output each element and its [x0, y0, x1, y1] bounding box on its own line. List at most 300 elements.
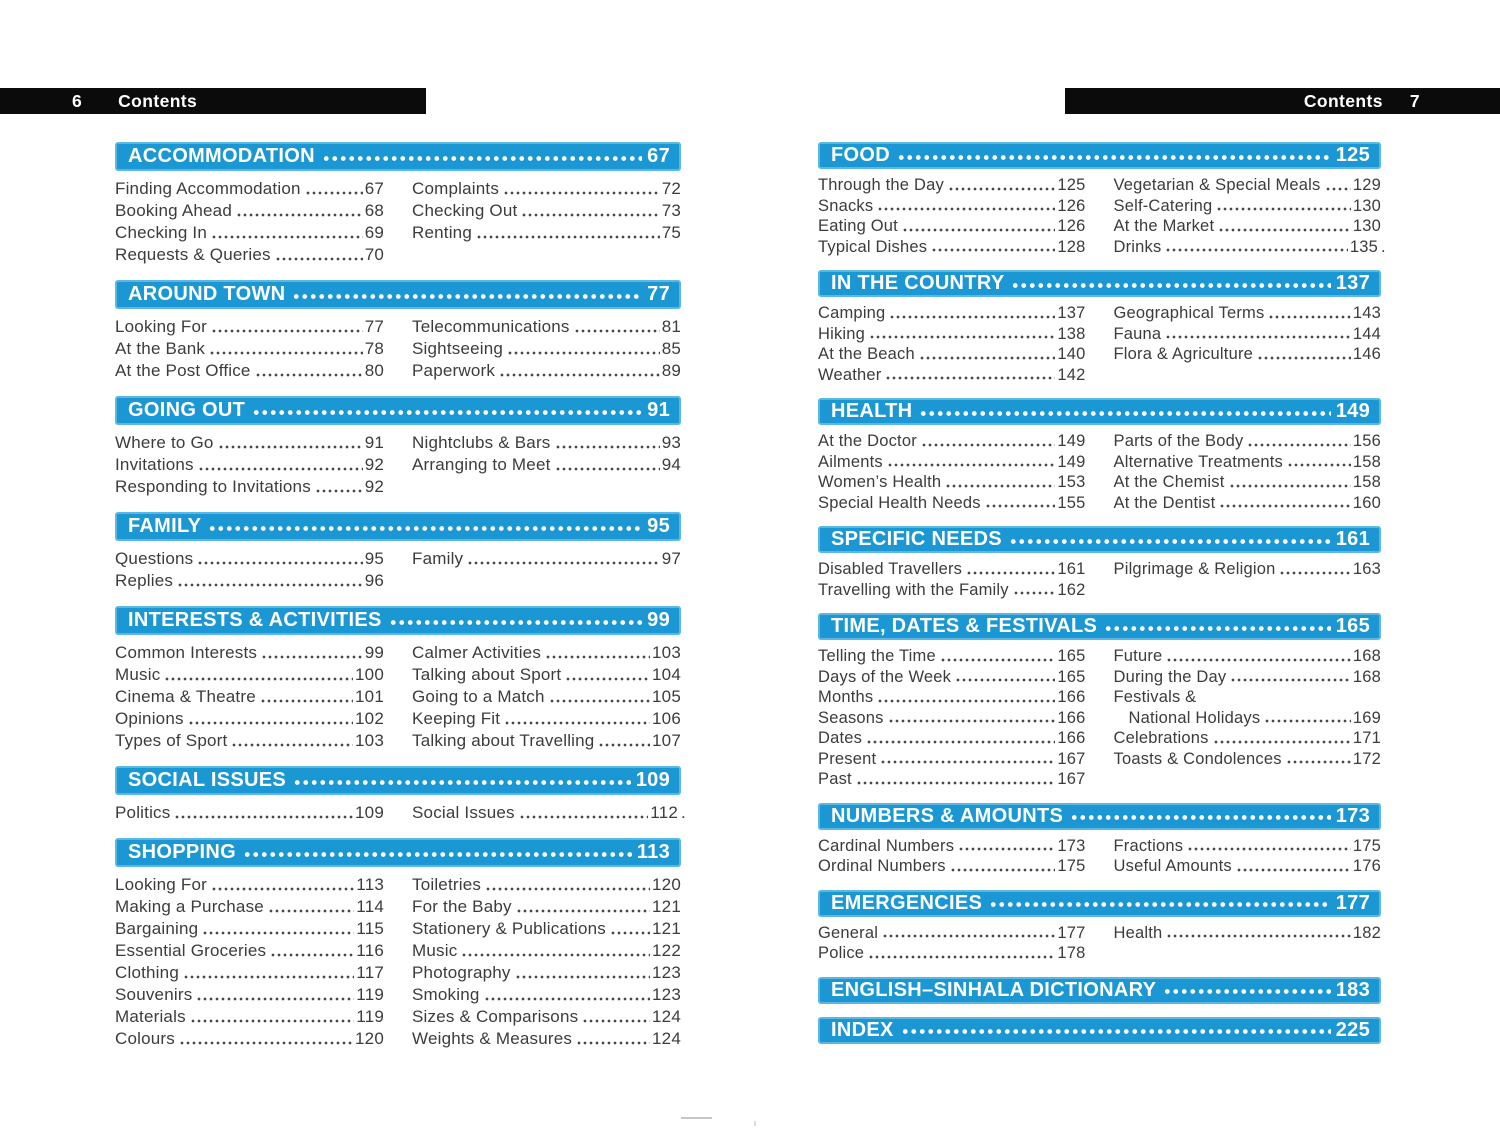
toc-entry-label: Stationery & Publications [412, 919, 606, 938]
section-header-bar [115, 766, 681, 795]
toc-entry [818, 728, 1086, 749]
section-page-number: 125 [1335, 144, 1370, 166]
toc-entry [1113, 237, 1386, 258]
section-title: FOOD [831, 144, 890, 166]
toc-entry-leader-dots [196, 984, 354, 1006]
toc-entry [412, 338, 681, 360]
toc-column-right-page [818, 142, 1386, 1057]
toc-entry-column [1114, 646, 1382, 790]
toc-entry [412, 802, 686, 824]
section-leader-dots [1104, 624, 1331, 633]
toc-entry-page-number: 144 [1352, 324, 1381, 343]
toc-entry-trailing-dot: . [681, 803, 686, 822]
toc-entry [1114, 923, 1382, 944]
toc-entry-page-number: 140 [1057, 345, 1086, 363]
section-page-number: 173 [1335, 804, 1370, 827]
toc-entry-columns [115, 874, 681, 1050]
toc-entry-page-number: 137 [1057, 304, 1086, 322]
toc-entry-label: Months [818, 688, 874, 706]
toc-entry-label: Health [1113, 923, 1163, 942]
toc-entry-column [818, 559, 1086, 600]
toc-column-left-page [115, 142, 686, 1064]
toc-entry-page-number: 176 [1352, 857, 1381, 875]
toc-entry-leader-dots [1287, 452, 1351, 473]
toc-entry [818, 365, 1086, 386]
toc-entry-page-number: 160 [1352, 493, 1381, 512]
toc-entry [818, 580, 1086, 601]
toc-entry [1114, 196, 1382, 217]
section-header-bar [115, 142, 681, 171]
toc-entry-label: Alternative Treatments [1113, 452, 1283, 471]
toc-entry-column [115, 802, 384, 824]
toc-entry-label: Questions [115, 549, 194, 568]
section-title: AROUND TOWN [128, 283, 286, 305]
toc-entry-page-number: 102 [355, 709, 384, 728]
toc-entry [1114, 728, 1382, 749]
toc-entry-page-number: 121 [652, 897, 681, 916]
toc-entry-leader-dots [887, 452, 1055, 473]
toc-entry-column [115, 642, 384, 752]
toc-entry-leader-dots [955, 667, 1055, 688]
toc-entry-label: Cardinal Numbers [818, 836, 955, 855]
toc-entry-page-number: 178 [1057, 944, 1086, 962]
toc-entry [412, 962, 681, 984]
toc-entry-page-number: 92 [364, 455, 384, 474]
toc-entry [1114, 559, 1382, 580]
toc-entry-label: Booking Ahead [115, 201, 232, 220]
toc-entry-column [115, 316, 384, 382]
section-title: IN THE COUNTRY [831, 272, 1005, 294]
section-leader-dots [901, 1027, 1331, 1036]
toc-entry [115, 360, 384, 382]
section-page-number: 149 [1335, 400, 1370, 422]
toc-entry-leader-dots [197, 548, 362, 570]
toc-entry [115, 664, 384, 686]
toc-entry [412, 642, 681, 664]
toc-entry [115, 454, 384, 476]
toc-entry-page-number: 153 [1057, 473, 1086, 491]
toc-entry-label: Souvenirs [115, 985, 193, 1004]
toc-entry-label: Seasons [818, 708, 884, 727]
toc-entry [818, 452, 1086, 473]
toc-entry [412, 730, 681, 752]
toc-entry-leader-dots [885, 365, 1055, 386]
toc-entry-leader-dots [1165, 237, 1347, 258]
section-header-bar [115, 280, 681, 309]
toc-entry [412, 1028, 681, 1050]
toc-entry-page-number: 77 [364, 317, 384, 336]
toc-entry-page-number: 146 [1352, 345, 1381, 363]
toc-entry-page-number: 124 [652, 1029, 681, 1048]
toc-entry-label: Ordinal Numbers [818, 857, 946, 875]
toc-entry [818, 836, 1086, 857]
toc-section [115, 142, 681, 266]
toc-entry [115, 896, 384, 918]
toc-entry-page-number: 104 [652, 665, 681, 684]
section-title: INTERESTS & ACTIVITIES [128, 609, 382, 631]
toc-entry-columns [115, 178, 681, 266]
toc-entry [1114, 452, 1382, 473]
toc-entry-page-number: 138 [1057, 324, 1086, 343]
toc-entry [115, 548, 384, 570]
section-page-number: 113 [636, 841, 670, 863]
toc-entry-column [818, 836, 1086, 877]
toc-entry [115, 730, 384, 752]
toc-entry-column [818, 923, 1086, 964]
toc-entry-label: Family [412, 549, 464, 568]
section-title: EMERGENCIES [831, 891, 983, 914]
folio-page-number: 7 [1409, 90, 1420, 111]
toc-entry-leader-dots [902, 216, 1055, 237]
section-title: ACCOMMODATION [128, 145, 315, 167]
toc-entry-leader-dots [211, 874, 354, 896]
toc-entry-label: Smoking [412, 985, 480, 1004]
toc-entry [412, 940, 681, 962]
toc-entry [818, 216, 1086, 237]
section-header-bar [115, 396, 681, 425]
toc-entry-leader-dots [461, 940, 650, 962]
toc-entry-page-number: 171 [1352, 729, 1381, 747]
toc-entry-page-number: 173 [1057, 836, 1086, 855]
toc-entry-leader-dots [1257, 344, 1351, 365]
toc-entry-page-number: 92 [364, 477, 384, 496]
toc-entry [1114, 472, 1382, 493]
toc-entry-leader-dots [1229, 472, 1351, 493]
toc-entry-leader-dots [888, 708, 1056, 729]
running-head-right [1065, 88, 1500, 114]
toc-entry [115, 686, 384, 708]
toc-entry-label: Special Health Needs [818, 493, 981, 512]
toc-entry-column [412, 548, 681, 592]
toc-entry-label: Travelling with the Family [818, 580, 1009, 599]
toc-entry-column [412, 874, 681, 1050]
toc-section [115, 280, 681, 382]
toc-entry-leader-dots [882, 923, 1055, 944]
section-leader-dots [252, 408, 642, 417]
toc-entry [412, 874, 681, 896]
toc-entry-page-number: 165 [1057, 667, 1086, 686]
section-title: SPECIFIC NEEDS [831, 528, 1002, 550]
section-page-number: 165 [1335, 615, 1370, 637]
toc-entry-leader-dots [545, 642, 650, 664]
toc-entry-page-number: 93 [661, 433, 681, 452]
toc-entry-label: Flora & Agriculture [1113, 345, 1254, 363]
toc-entry-label: Arranging to Meet [412, 455, 551, 474]
toc-entry [412, 686, 681, 708]
toc-entry-columns [818, 646, 1381, 790]
toc-entry-leader-dots [1216, 196, 1350, 217]
section-header-bar [115, 838, 681, 867]
toc-entry [818, 303, 1086, 324]
toc-entry-leader-dots [236, 200, 363, 222]
toc-entry-label: Ailments [818, 452, 883, 471]
toc-entry-label: Snacks [818, 196, 874, 215]
toc-entry [115, 570, 384, 592]
toc-entry-leader-dots [188, 708, 353, 730]
toc-entry-columns [115, 432, 681, 498]
toc-entry-label: Talking about Sport [412, 665, 562, 684]
toc-entry-label: Hiking [818, 324, 866, 343]
toc-entry-page-number: 96 [364, 571, 384, 590]
toc-section [115, 838, 681, 1050]
toc-entry-label: Telling the Time [818, 647, 936, 665]
toc-entry-page-number: 107 [652, 731, 681, 750]
toc-entry-page-number: 119 [356, 1007, 384, 1026]
toc-entry [818, 344, 1086, 365]
toc-entry-leader-dots [1013, 580, 1056, 601]
toc-entry-leader-dots [484, 984, 650, 1006]
toc-entry-leader-dots [1264, 708, 1351, 729]
toc-entry-column [818, 303, 1086, 385]
section-page-number: 137 [1335, 272, 1370, 294]
toc-entry-page-number: 165 [1057, 647, 1086, 665]
toc-entry [818, 708, 1086, 729]
toc-entry-page-number: 97 [661, 549, 681, 568]
toc-entry-page-number: 126 [1057, 196, 1086, 215]
toc-entry-leader-dots [574, 316, 660, 338]
toc-entry [115, 432, 384, 454]
toc-entry-page-number: 100 [355, 665, 384, 684]
section-leader-dots [919, 409, 1330, 418]
toc-entry-leader-dots [260, 686, 353, 708]
toc-entry-label: Clothing [115, 963, 179, 982]
toc-entry [818, 646, 1086, 667]
toc-section [115, 396, 681, 498]
section-page-number: 95 [647, 515, 670, 537]
toc-entry-page-number: 175 [1057, 857, 1086, 875]
scan-artifact-mark [754, 1121, 756, 1126]
toc-entry-page-number: 158 [1352, 473, 1381, 491]
toc-entry-leader-dots [467, 548, 659, 570]
section-header-bar [818, 803, 1381, 830]
toc-entry-leader-dots [268, 896, 354, 918]
toc-entry-leader-dots [931, 237, 1055, 258]
toc-entry-label: Camping [818, 304, 886, 322]
toc-entry [412, 222, 681, 244]
toc-entry-leader-dots [504, 708, 650, 730]
section-page-number: 91 [647, 399, 670, 421]
toc-entry [115, 222, 384, 244]
toc-entry-label: Future [1113, 647, 1163, 665]
toc-entry-label: Paperwork [412, 361, 496, 380]
toc-entry-columns [818, 836, 1381, 877]
toc-entry-column [412, 178, 681, 266]
toc-entry-label: At the Market [1113, 217, 1215, 235]
toc-entry-column [115, 548, 384, 592]
toc-entry-page-number: 67 [364, 179, 384, 198]
toc-entry-column [412, 432, 681, 498]
toc-entry [115, 476, 384, 498]
toc-entry-page-number: 168 [1352, 647, 1381, 665]
toc-entry-label: Fractions [1113, 836, 1184, 855]
toc-entry-label: Bargaining [115, 919, 199, 938]
toc-entry [115, 316, 384, 338]
toc-entry-label: Through the Day [818, 176, 944, 194]
toc-entry-leader-dots [1213, 728, 1351, 749]
toc-entry-label: Weights & Measures [412, 1029, 573, 1048]
toc-entry-leader-dots [877, 196, 1055, 217]
toc-entry [818, 559, 1086, 580]
toc-entry-leader-dots [877, 687, 1055, 708]
section-leader-dots [243, 850, 632, 859]
toc-entry-leader-dots [190, 1006, 355, 1028]
toc-entry-page-number: 149 [1057, 452, 1086, 471]
toc-entry [818, 493, 1086, 514]
toc-entry [818, 196, 1086, 217]
section-header-bar [818, 977, 1381, 1004]
toc-entry-leader-dots [315, 476, 363, 498]
toc-entry-page-number: 72 [661, 179, 681, 198]
toc-entry-column [115, 874, 384, 1050]
toc-entry-label: Disabled Travellers [818, 560, 963, 578]
toc-entry-page-number: 130 [1352, 196, 1381, 215]
toc-entry-leader-dots [521, 200, 659, 222]
toc-entry [1114, 324, 1382, 345]
toc-entry-page-number: 149 [1057, 432, 1086, 450]
toc-entry-page-number: 106 [652, 709, 681, 728]
toc-entry-page-number: 120 [355, 1029, 384, 1048]
toc-entry-leader-dots [516, 896, 650, 918]
toc-entry [818, 943, 1086, 964]
toc-entry-page-number: 123 [652, 963, 681, 982]
toc-entry-columns [818, 431, 1381, 513]
toc-entry-leader-dots [519, 802, 649, 824]
toc-entry [818, 324, 1086, 345]
toc-entry-columns [115, 642, 681, 752]
section-leader-dots [389, 618, 642, 627]
toc-entry-page-number: 73 [661, 201, 681, 220]
toc-entry [115, 708, 384, 730]
toc-entry [1114, 749, 1382, 770]
toc-entry [412, 548, 681, 570]
toc-entry-label: General [818, 923, 879, 942]
toc-entry-leader-dots [1230, 667, 1351, 688]
toc-section [818, 142, 1386, 257]
section-header-bar [818, 890, 1381, 917]
toc-entry-column [1114, 836, 1382, 877]
toc-entry-column [1114, 559, 1382, 600]
section-header-bar [818, 398, 1381, 425]
toc-entry-leader-dots [868, 943, 1055, 964]
toc-entry-page-number: 91 [364, 433, 384, 452]
toc-entry [115, 1028, 384, 1050]
toc-entry-label: National Holidays [1128, 708, 1261, 727]
toc-entry-label: Geographical Terms [1113, 304, 1265, 322]
toc-entry [115, 178, 384, 200]
toc-entry-page-number: 124 [652, 1007, 681, 1026]
section-leader-dots [1009, 537, 1331, 546]
toc-entry-label: Essential Groceries [115, 941, 267, 960]
section-leader-dots [897, 153, 1331, 162]
toc-entry-page-number: 101 [355, 687, 384, 706]
toc-entry-page-number: 94 [661, 455, 681, 474]
toc-entry-label: Going to a Match [412, 687, 545, 706]
toc-entry-leader-dots [211, 222, 363, 244]
toc-entry-leader-dots [1279, 559, 1350, 580]
section-title: ENGLISH–SINHALA DICTIONARY [831, 978, 1157, 1001]
toc-entry-leader-dots [555, 454, 660, 476]
toc-entry-label: Music [115, 665, 161, 684]
toc-entry [412, 896, 681, 918]
toc-entry-leader-dots [305, 178, 363, 200]
toc-entry-leader-dots [255, 360, 363, 382]
toc-entry-page-number: 115 [356, 919, 384, 938]
toc-entry [818, 769, 1086, 790]
toc-entry-page-number: 130 [1352, 217, 1381, 235]
section-leader-dots [989, 900, 1331, 909]
toc-entry-label: Toasts & Condolences [1113, 749, 1282, 768]
toc-entry-label: Colours [115, 1029, 175, 1048]
toc-entry-label: At the Beach [818, 345, 915, 363]
toc-entry-label: Checking In [115, 223, 207, 242]
toc-entry [412, 316, 681, 338]
toc-entry-leader-dots [866, 728, 1055, 749]
toc-entry [115, 244, 384, 266]
toc-entry [412, 360, 681, 382]
toc-entry-leader-dots [209, 338, 363, 360]
toc-entry-page-number: 163 [1352, 560, 1381, 578]
section-header-bar [818, 1017, 1381, 1044]
section-page-number: 99 [647, 609, 670, 631]
section-title: NUMBERS & AMOUNTS [831, 804, 1064, 827]
toc-entry-leader-dots [598, 730, 650, 752]
toc-entry-label: For the Baby [412, 897, 512, 916]
toc-entry-label: Invitations [115, 455, 194, 474]
section-header-bar [818, 142, 1381, 169]
toc-entry-page-number: 113 [356, 875, 384, 894]
toc-entry-column [1114, 303, 1382, 385]
section-page-number: 109 [635, 769, 670, 791]
toc-entry [818, 923, 1086, 944]
toc-entry-leader-dots [1236, 856, 1351, 877]
section-page-number: 183 [1335, 978, 1370, 1001]
toc-entry [1114, 344, 1382, 365]
toc-entry-page-number: 78 [364, 339, 384, 358]
toc-entry-leader-dots [1325, 175, 1351, 196]
toc-entry-column [818, 175, 1086, 257]
toc-entry-leader-dots [555, 432, 660, 454]
toc-entry-label: Sizes & Comparisons [412, 1007, 579, 1026]
toc-entry [412, 664, 681, 686]
toc-entry-leader-dots [1218, 216, 1351, 237]
toc-entry [412, 200, 681, 222]
toc-entry-column [412, 642, 681, 752]
toc-section [115, 766, 686, 824]
section-leader-dots [293, 778, 631, 787]
toc-entry-label: Renting [412, 223, 472, 242]
toc-entry-leader-dots [202, 918, 354, 940]
toc-section [115, 512, 681, 592]
section-header-bar [115, 512, 681, 541]
toc-entry-page-number: 162 [1057, 580, 1086, 599]
toc-entry-leader-dots [275, 244, 363, 266]
toc-entry [412, 178, 681, 200]
toc-entry-columns [115, 548, 681, 592]
toc-entry-label: At the Bank [115, 339, 206, 358]
section-header-bar [115, 606, 681, 635]
toc-entry-label: Social Issues [412, 803, 515, 822]
toc-entry-leader-dots [1268, 303, 1350, 324]
toc-entry [115, 338, 384, 360]
toc-entry-leader-dots [610, 918, 650, 940]
toc-entry-leader-dots [1166, 923, 1350, 944]
toc-entry-label: Looking For [115, 875, 207, 894]
toc-section [818, 803, 1381, 877]
toc-entry-label: Types of Sport [115, 731, 228, 750]
toc-entry-label: Typical Dishes [818, 237, 928, 256]
toc-entry-page-number: 89 [661, 361, 681, 380]
toc-section [818, 526, 1381, 600]
